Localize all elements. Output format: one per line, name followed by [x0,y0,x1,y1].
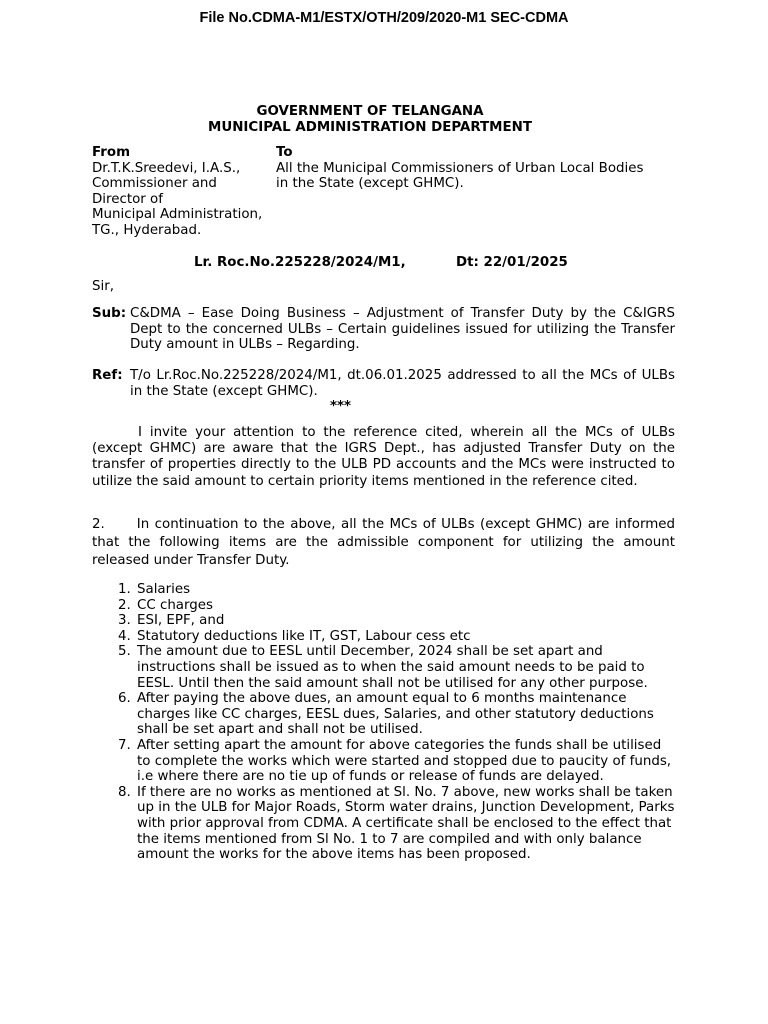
from-label: From [92,145,131,160]
from-line: Municipal Administration, [92,207,263,222]
list-item: 3. ESI, EPF, and [118,613,225,629]
subject-text: C&DMA – Ease Doing Business – Adjustment of Transfer Duty by the C&IGRS Dept to the concerned ULBs – Certain guidelines issued for utilizing the Transfer Duty amount in ULBs – Regarding. [130,306,675,352]
roc-number: Lr. Roc.No.225228/2024/M1, [194,255,406,270]
list-item: 4. Statutory deductions like IT, GST, Labour cess etc [118,628,471,644]
department-title: MUNICIPAL ADMINISTRATION DEPARTMENT [208,120,532,135]
list-item: 1. Salaries [118,582,191,597]
from-line: Dr.T.K.Sreedevi, I.A.S., [92,160,241,176]
letter-heading [0,104,740,136]
separator: *** [330,399,352,414]
from-line: Director of [92,191,163,207]
from-line: Commissioner and [92,176,217,191]
letter-date: Dt: 22/01/2025 [456,255,568,270]
list-item: 8. If there are no works as mentioned at Sl. No. 7 above, new works shall be taken up in the ULB for Major Roads, Storm water drains, Junction Development, Parks with prior approval from CDMA. A certificate shall be enclosed to the effect that the items mentioned from Sl No. 1 to 7 are compiled and with only balance amount the works for the above items has been proposed. [118,784,675,863]
subject-label: Sub: [92,306,127,321]
government-title: GOVERNMENT OF TELANGANA [256,104,484,119]
to-line: in the State (except GHMC). [276,176,464,191]
paragraph-2-number: 2. [92,517,105,532]
list-item: 7. After setting apart the amount for above categories the funds shall be utilised to complete the works which were started and stopped due to paucity of funds, i.e where there are no tie up of funds or release of funds are delayed. [118,737,672,785]
paragraph-1: I invite your attention to the reference cited, wherein all the MCs of ULBs (except GHMC) are aware that the IGRS Dept., has adjusted Transfer Duty on the transfer of properties directly to the ULB PD accounts and the MCs were instructed to utilize the said amount to certain priority items mentioned in the reference cited. [92,425,675,489]
to-block [276,145,676,192]
admissible-items-list [118,582,678,863]
to-line: All the Municipal Commissioners of Urban Local Bodies [276,160,644,176]
paragraph-2 [92,516,675,570]
reference-text: T/o Lr.Roc.No.225228/2024/M1, dt.06.01.2025 addressed to all the MCs of ULBs in the State (except GHMC). [130,368,675,399]
paragraph-2-text: In continuation to the above, all the MCs of ULBs (except GHMC) are informed that the following items are the admissible component for utilizing the amount released under Transfer Duty. [92,517,675,568]
to-label: To [276,145,293,160]
from-block [92,145,274,238]
subject-block [92,306,675,353]
list-item: 6. After paying the above dues, an amount equal to 6 months maintenance charges like CC charges, EESL dues, Salaries, and other statutory deductions shall be set apart and shall not be utilised. [118,691,654,738]
reference-label: Ref: [92,368,123,383]
salutation: Sir, [92,279,114,294]
from-line: TG., Hyderabad. [92,222,202,238]
list-item: 2. CC charges [118,597,213,613]
reference-block [92,368,675,399]
list-item: 5. The amount due to EESL until December, 2024 shall be set apart and instructions shall be issued as to when the said amount needs to be paid to EESL. Until then the said amount shall not be utilised for any other purpose. [118,644,648,691]
file-number: File No.CDMA-M1/ESTX/OTH/209/2020-M1 SEC-CDMA [199,10,569,26]
